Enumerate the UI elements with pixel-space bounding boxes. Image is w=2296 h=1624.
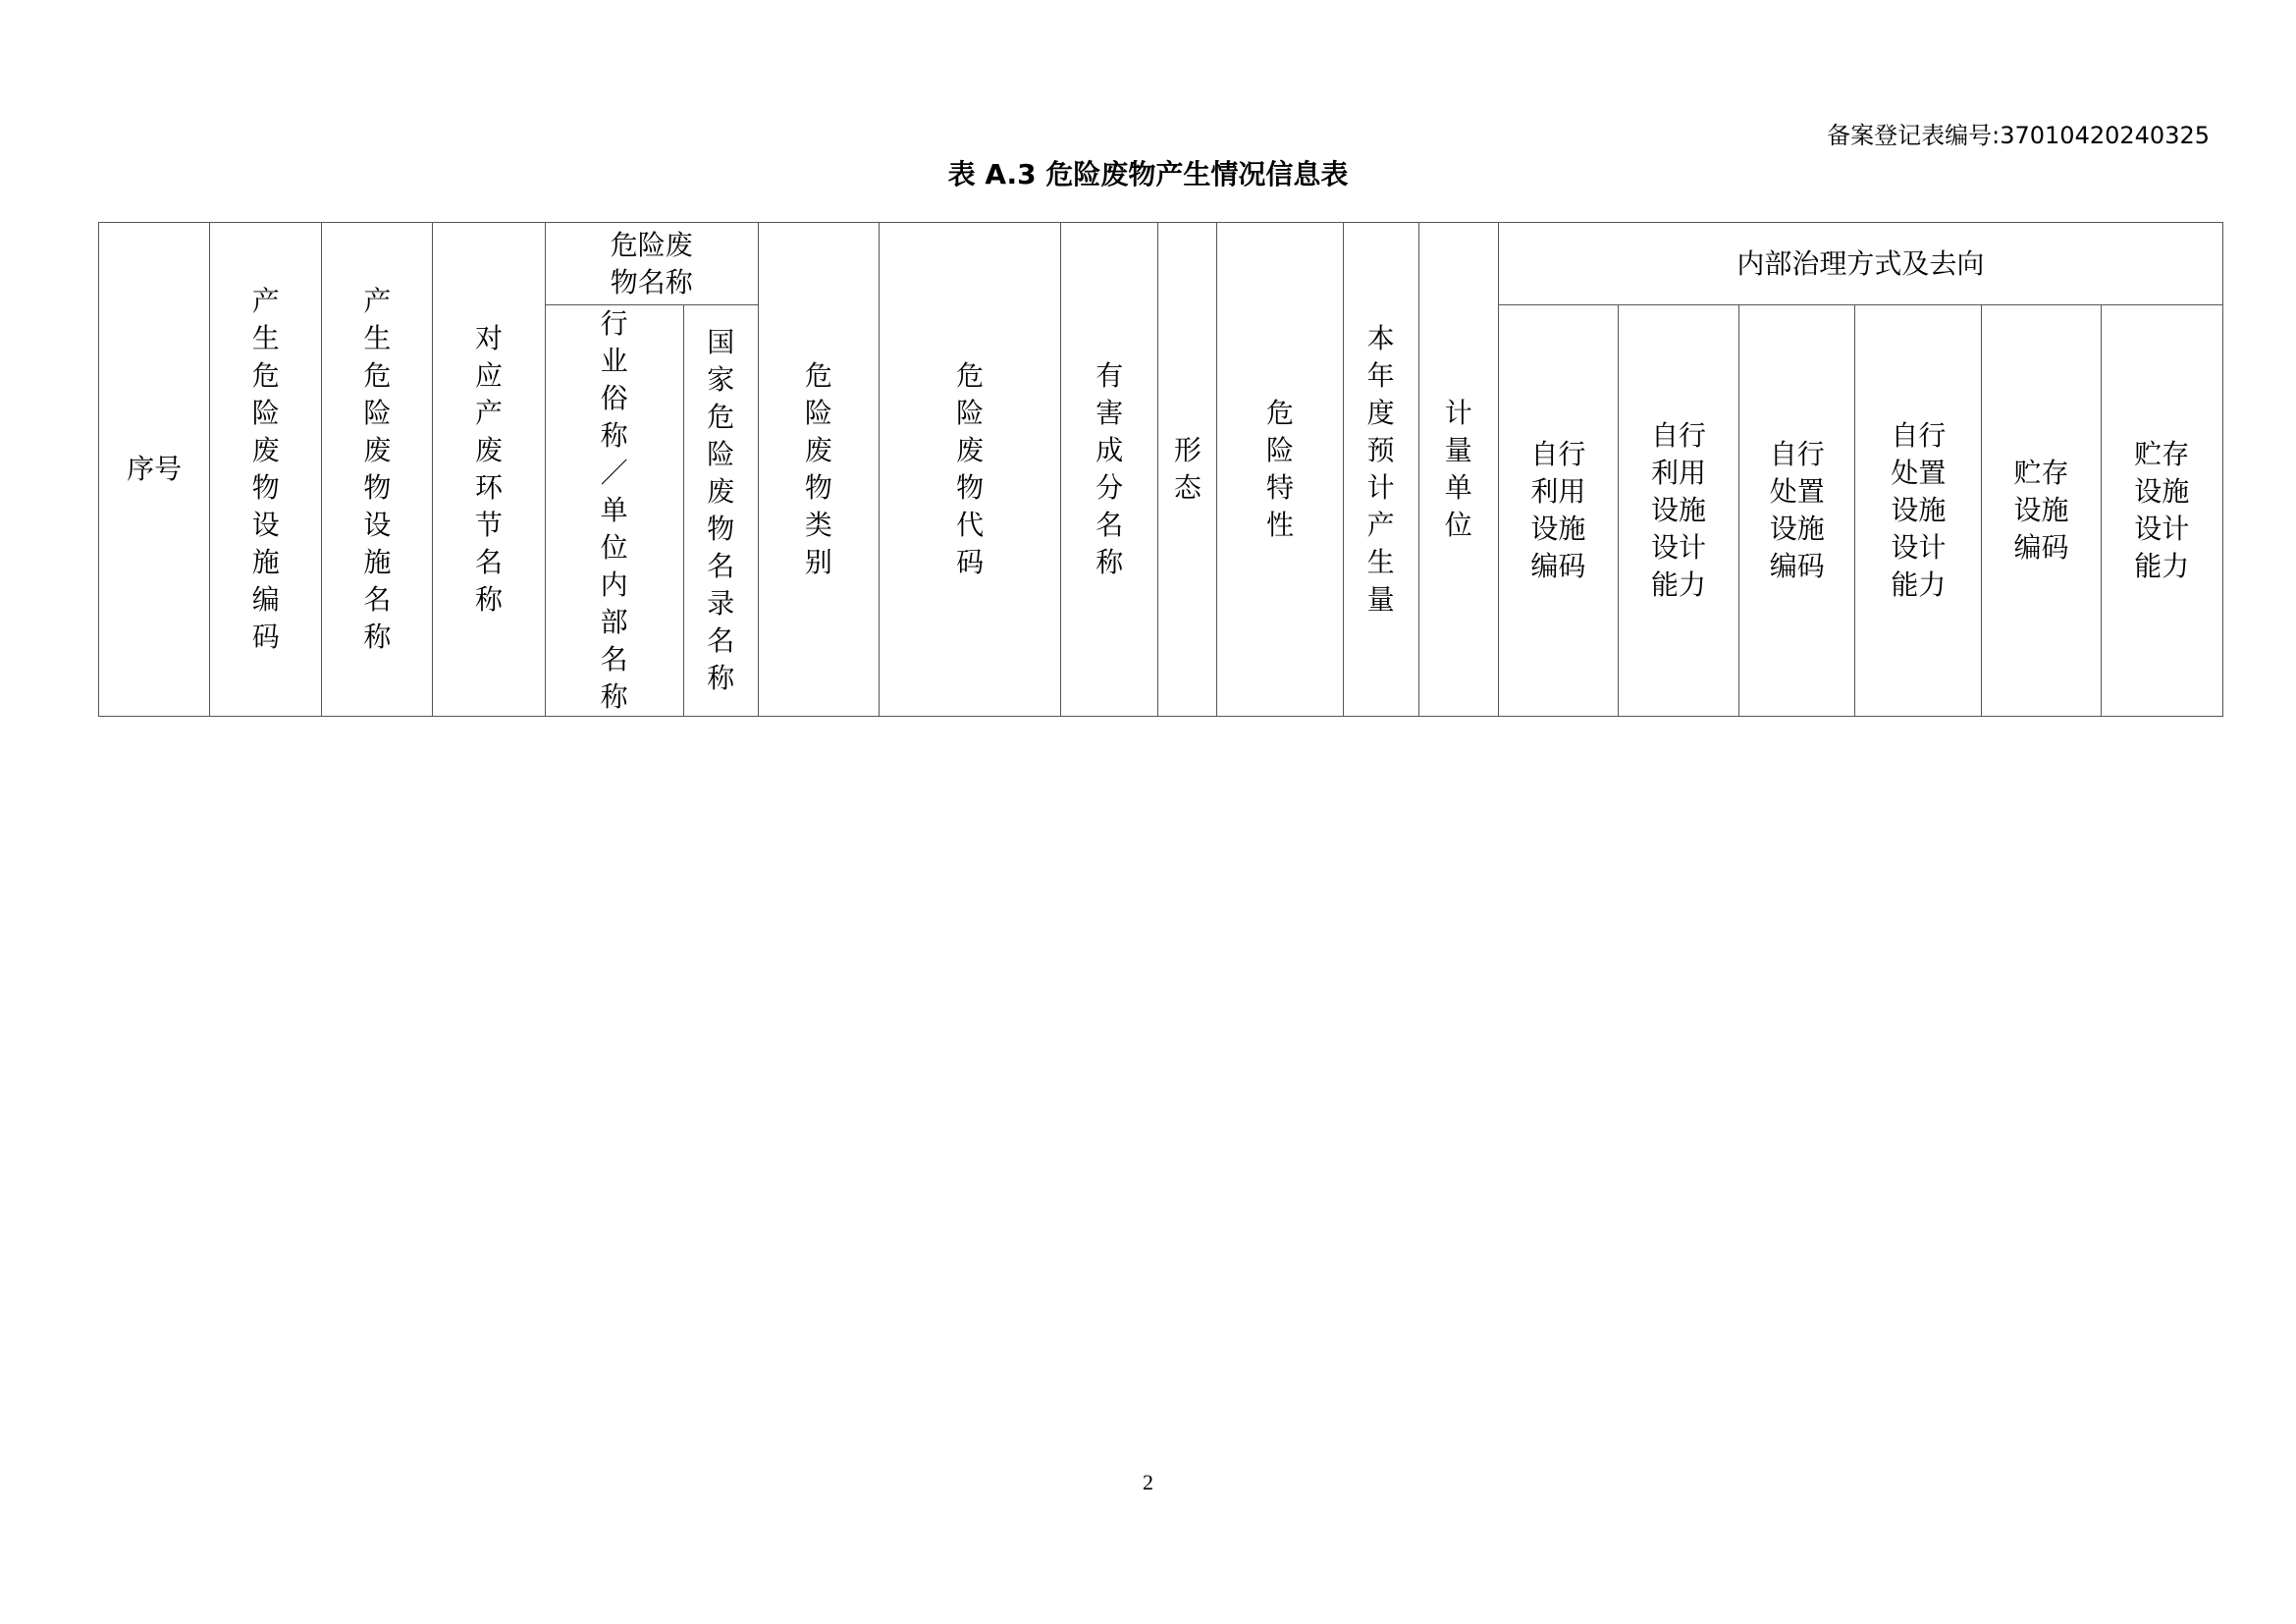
table-title: 表 A.3 危险废物产生情况信息表 (947, 158, 1349, 190)
header-industry-name: 行业俗称／单位内部名称 (545, 305, 683, 717)
header-storage-capacity: 贮存设施设计能力 (2101, 305, 2222, 717)
header-national-name: 国家危险废物名录名称 (683, 305, 758, 717)
header-unit: 计量单位 (1418, 223, 1498, 717)
hazardous-waste-table (98, 222, 2223, 717)
page-number: 2 (1143, 1470, 1153, 1494)
header-self-use-code: 自行利用设施编码 (1498, 305, 1618, 717)
header-storage-code: 贮存设施编码 (1982, 305, 2101, 717)
header-harmful-component: 有害成分名称 (1061, 223, 1158, 717)
header-facility-name: 产生危险废物设施名称 (322, 223, 433, 717)
registration-number: 备案登记表编号:37010420240325 (1827, 122, 2210, 149)
header-self-disposal-capacity: 自行处置设施设计能力 (1855, 305, 1982, 717)
header-self-disposal-code: 自行处置设施编码 (1739, 305, 1855, 717)
header-waste-code: 危险废物代码 (880, 223, 1061, 717)
header-waste-name-group: 危险废物名称 (545, 223, 758, 305)
header-annual-output: 本年度预计产生量 (1343, 223, 1418, 717)
header-form: 形态 (1158, 223, 1217, 717)
header-treatment-group: 内部治理方式及去向 (1498, 223, 2222, 305)
header-waste-category: 危险废物类别 (758, 223, 879, 717)
header-self-use-capacity: 自行利用设施设计能力 (1618, 305, 1738, 717)
header-hazard-property: 危险特性 (1217, 223, 1343, 717)
header-facility-code: 产生危险废物设施编码 (210, 223, 322, 717)
header-process-name: 对应产废环节名称 (433, 223, 545, 717)
header-seq: 序号 (99, 223, 210, 717)
